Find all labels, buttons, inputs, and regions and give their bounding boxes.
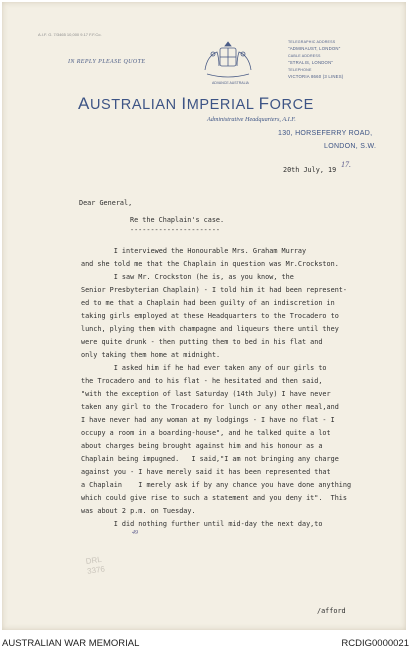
letter-body: I interviewed the Honourable Mrs. Graham Murray and she told me that the Chaplain in question was Mr.Crockston. I saw Mr. Crockston (he is, as you know, the Senior Presbyterian Chaplain) - I told him it had been represent- ed to me that a Chaplain had been guilty of an indiscretion in taking girls employed at these Headquarters to the Trocadero to lunch, plying them with champagne and liqueurs there until they were quite drunk - then putting them to bed in his flat and only taking them home at midnight. I asked him if he had ever taken any of our girls to the Trocadero and to his flat - he hesitated and then said, "with the exception of last Saturday (14th July) I have never taken any girl to the Trocadero for lunch or any other meal,and I have never had any woman at my lodgings - I have no flat - I occupy a room in a boarding-house", and he talked quite a lot about charges being brought against him and his honour as a Chaplain being impugned. I said,"I am not bringing any charge against you - I have merely said it has been represented that a Chaplain I merely ask if by any chance you have done anything which could give rise to such a statement and you deny it". This was about 2 p.m. on Tuesday. I did nothing further until mid-day the next day,to [81, 247, 352, 528]
cable-label: CABLE ADDRESS [288, 54, 321, 58]
letter-page [2, 2, 406, 630]
letter-date: 20th July, 19 [283, 166, 337, 174]
crest-motto: ADVANCE AUSTRALIA [212, 81, 249, 85]
salutation: Dear General, [79, 199, 133, 207]
admin-headquarters: Administrative Headquarters, A.I.F. [207, 116, 296, 123]
address-street: 130, HORSEFERRY ROAD, [278, 130, 373, 137]
telephone-number: VICTORIA 8660 (3 LINES) [288, 74, 344, 79]
address-city: LONDON, S.W. [324, 143, 377, 150]
telegraphic-address: "ADMINAUST, LONDON" [288, 46, 341, 51]
letterhead-title: AUSTRALIAN IMPERIAL FORCE [78, 94, 314, 113]
handwritten-insert: 49 [132, 530, 138, 536]
reply-quote-note: IN REPLY PLEASE QUOTE [68, 59, 146, 65]
handwritten-year: 17. [341, 160, 351, 169]
telegraphic-label: TELEGRAPHIC ADDRESS [288, 40, 336, 44]
print-reference: A.I.F. G. 7/3465 10,000 9.17 F.F.Co. [38, 32, 102, 37]
cable-address: "STRALIS, LONDON" [288, 60, 334, 65]
page-continuation: /afford [317, 607, 346, 615]
record-id: RCDIG0000021 [341, 638, 409, 649]
coat-of-arms-icon [201, 40, 255, 80]
telephone-label: TELEPHONE [288, 68, 312, 72]
subject-line: Re the Chaplain's case. [130, 216, 225, 224]
archive-credit: AUSTRALIAN WAR MEMORIAL [2, 638, 140, 649]
archive-stamp: DRL 3376 [85, 554, 106, 576]
subject-underline: ---------------------- [130, 226, 221, 234]
